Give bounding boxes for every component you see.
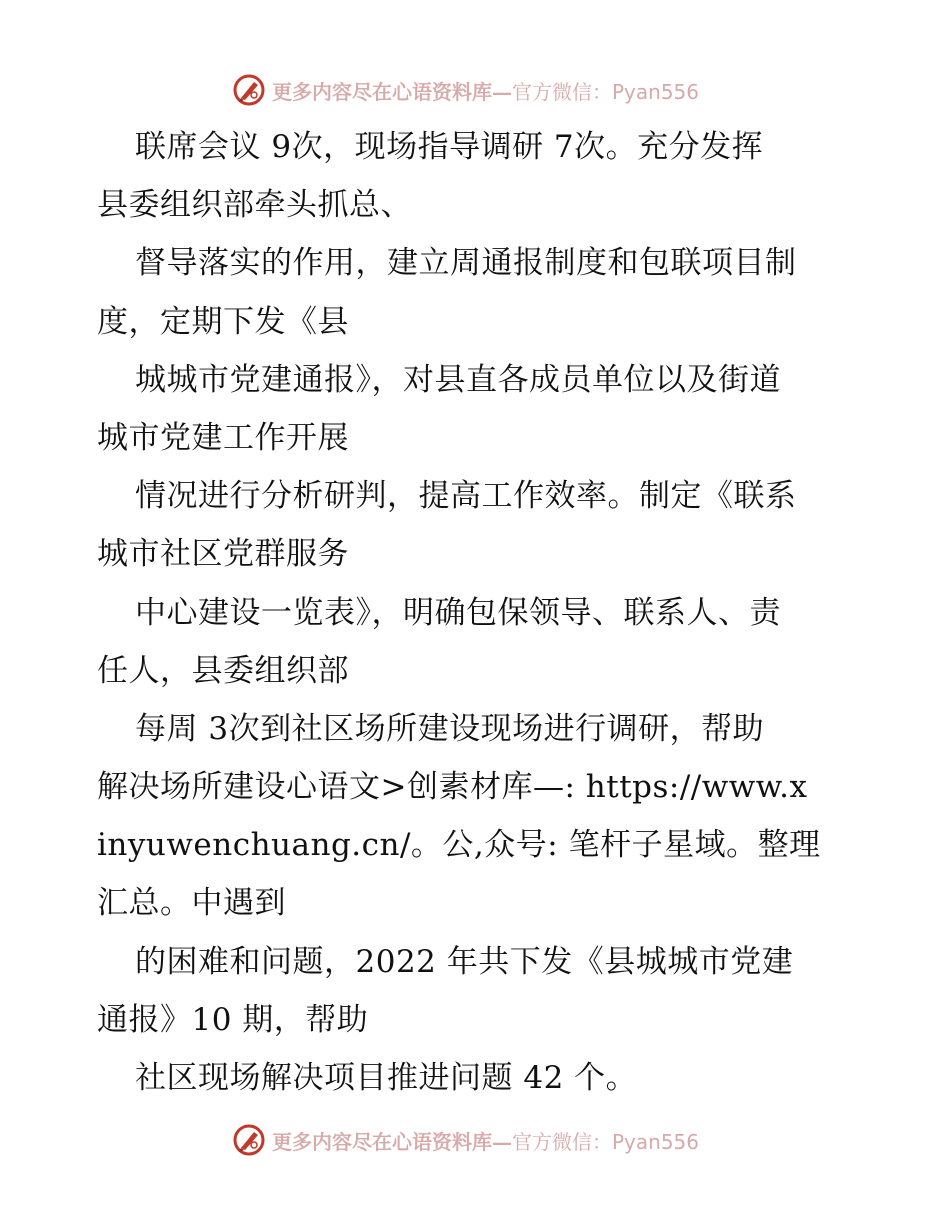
text-line: 城市党建工作开展: [97, 419, 349, 456]
document-body: [97, 118, 857, 1107]
text-line: 县委组织部牵头抓总、: [97, 187, 412, 224]
text-line: 每周 3次到社区场所建设现场进行调研，帮助: [135, 710, 765, 747]
text-line: 中心建设一览表》，明确包保领导、联系人、责: [135, 594, 781, 631]
banner-wechat: 官方微信：Pyan556: [512, 1129, 700, 1154]
text-line: inyuwenchuang.cn/。公,众号: 笔杆子星域。整理: [97, 827, 821, 864]
header-watermark-banner: [232, 72, 699, 108]
text-line: 城市社区党群服务: [97, 536, 349, 573]
text-line: 度，定期下发《县: [97, 303, 349, 340]
text-line: 社区现场解决项目推进问题 42 个。: [135, 1060, 638, 1096]
text-line: 督导落实的作用，建立周通报制度和包联项目制: [135, 245, 797, 282]
text-line: 城城市党建通报》，对县直各成员单位以及街道: [135, 361, 781, 398]
footer-watermark-banner: [232, 1122, 699, 1158]
pen-logo-icon: [232, 73, 266, 107]
banner-wechat: 官方微信：Pyan556: [512, 79, 700, 104]
text-line: 情况进行分析研判，提高工作效率。制定《联系: [135, 478, 797, 515]
text-line: 通报》10 期，帮助: [97, 1001, 369, 1038]
banner-text: 更多内容尽在心语资料库—: [272, 79, 512, 104]
banner-text: 更多内容尽在心语资料库—: [272, 1129, 512, 1154]
text-line: 的困难和问题，2022 年共下发《县城城市党建: [135, 943, 794, 980]
pen-logo-icon: [232, 1123, 266, 1157]
text-line: 解决场所建设心语文>创素材库—: https://www.x: [97, 769, 808, 806]
text-line: 任人，县委组织部: [97, 652, 349, 689]
text-line: 汇总。中遇到: [97, 885, 286, 922]
text-line: 联席会议 9次，现场指导调研 7次。充分发挥: [135, 129, 764, 165]
